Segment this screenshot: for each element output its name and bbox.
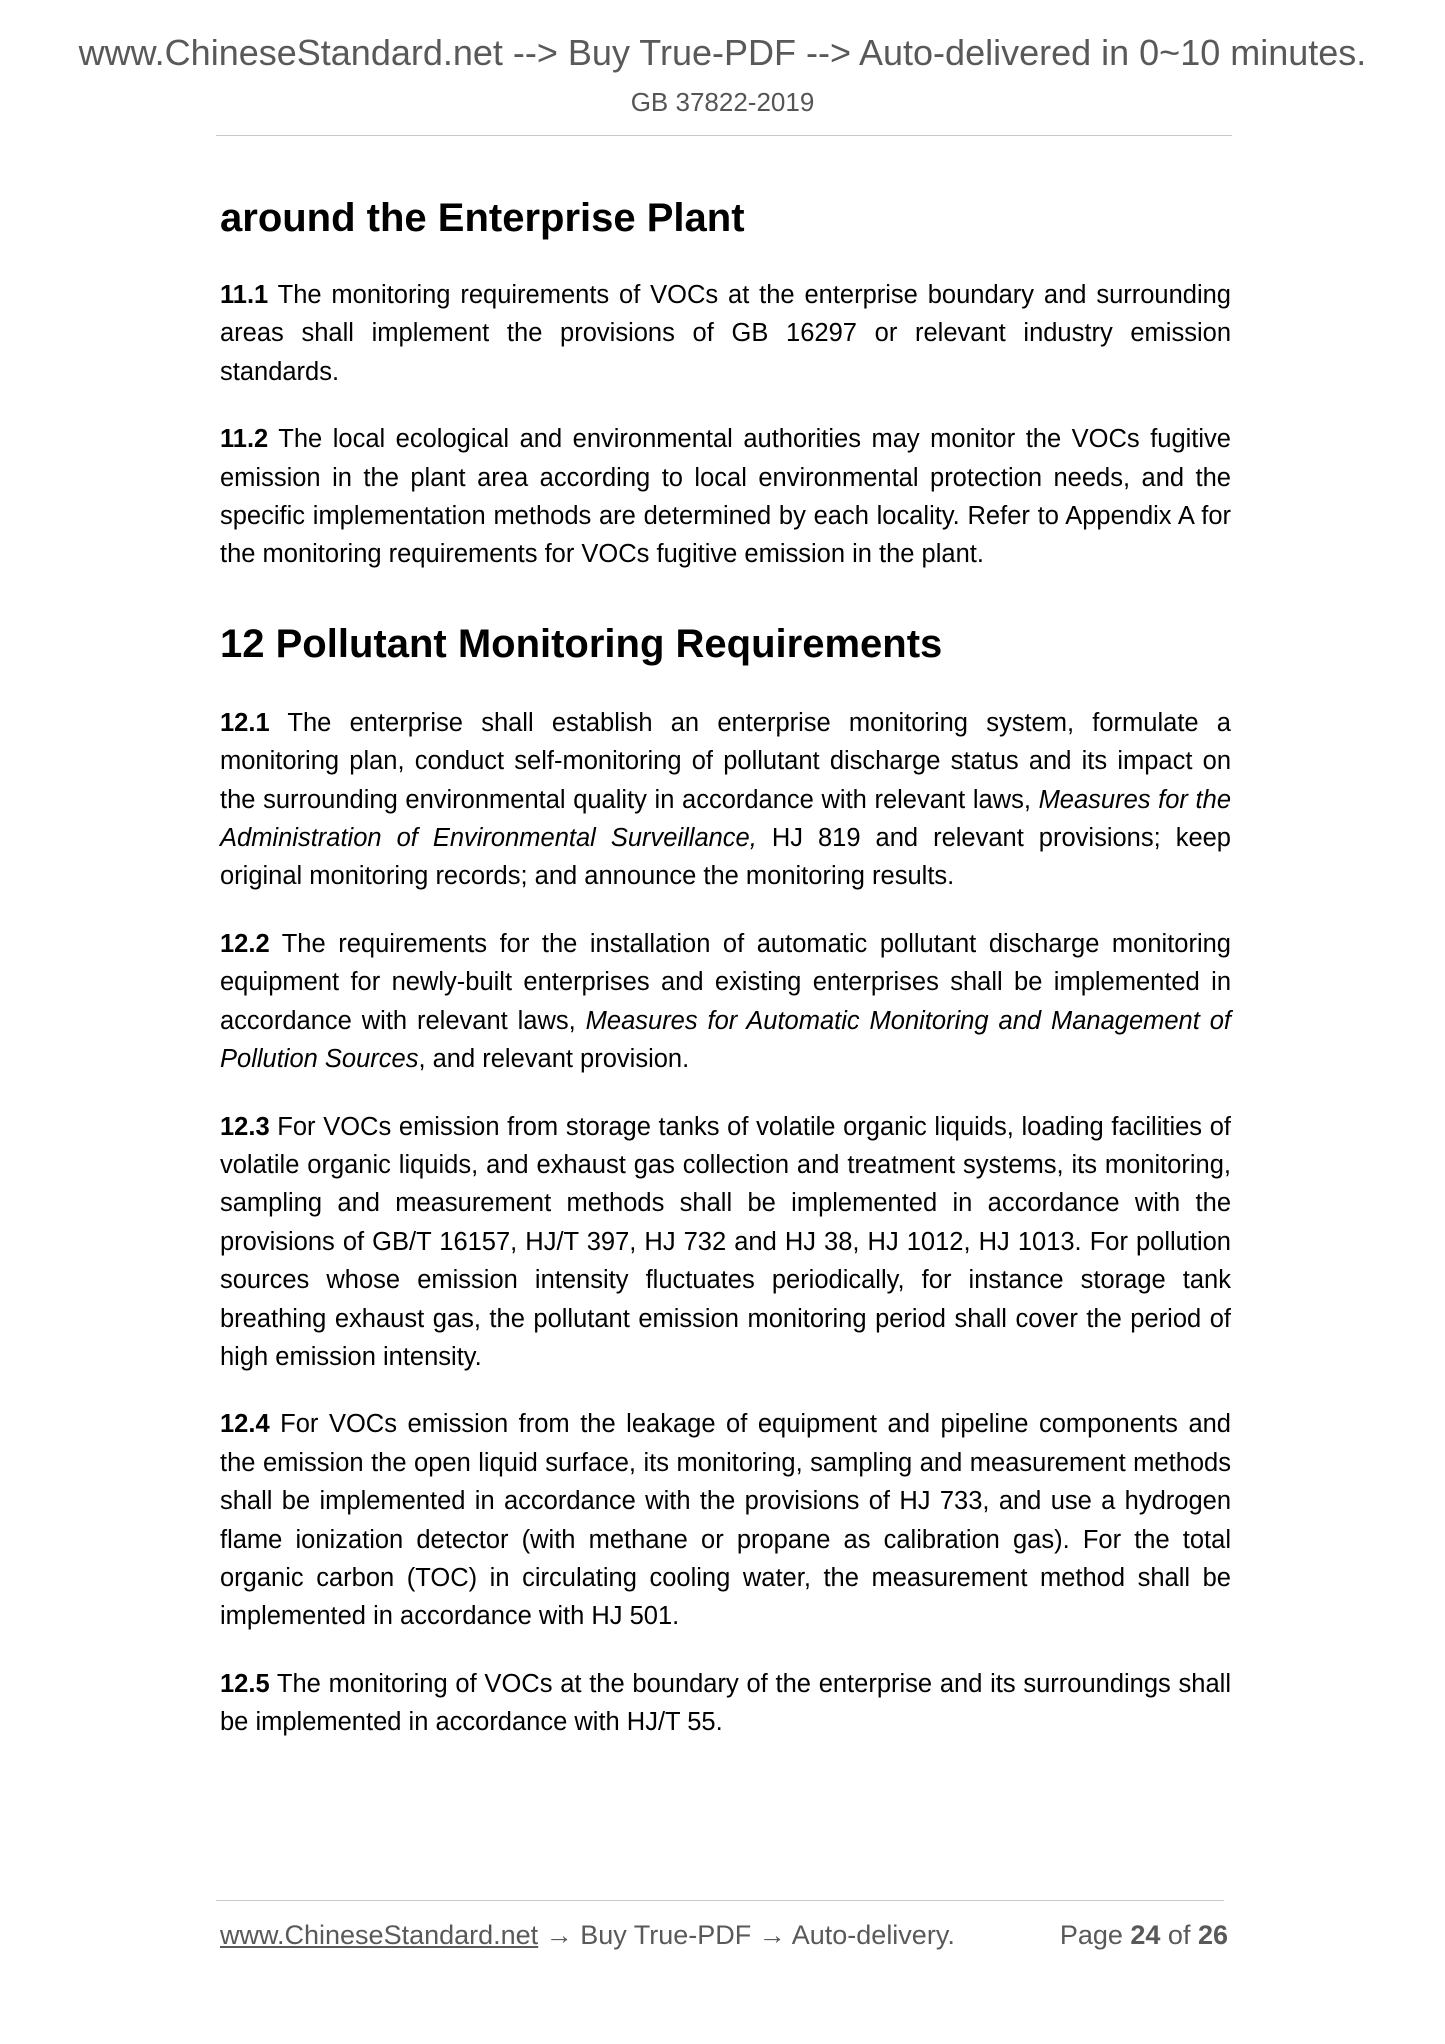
clause-number: 12.5 [220,1669,270,1698]
total-pages: 26 [1197,1920,1228,1950]
clause-12-4 [220,1405,1231,1635]
clause-12-2 [220,925,1231,1079]
clause-12-3 [220,1108,1231,1377]
section-12-title: 12 Pollutant Monitoring Requirements [220,621,943,666]
clause-text: For VOCs emission from storage tanks of volatile organic liquids, loading facilities of volatile organic liquids, and exhaust gas collection and treatment systems, its monitoring, sampling and measurement methods shall be implemented in accordance with the provisions of GB/T 16157, HJ/T 397, HJ 732 and HJ 38, HJ 1012, HJ 1013. For pollution sources whose emission intensity fluctuates periodically, for instance storage tank breathing exhaust gas, the pollutant emission monitoring period shall cover the period of high emission intensity. [220,1112,1231,1371]
clause-text: The local ecological and environmental authorities may monitor the VOCs fugitive emission in the plant area according to local environmental protection needs, and the specific implementation methods are determined by each locality. Refer to Appendix A for the monitoring requirements for VOCs fugitive emission in the plant. [220,425,1231,569]
clause-text: The monitoring requirements of VOCs at the enterprise boundary and surrounding areas shall implement the provisions of GB 16297 or relevant industry emission standards. [220,281,1231,386]
clause-12-1 [220,704,1231,896]
clause-11-2 [220,420,1231,574]
of-label: of [1160,1920,1198,1950]
clause-text: For VOCs emission from the leakage of equipment and pipeline components and the emission the open liquid surface, its monitoring, sampling and measurement methods shall be implemented in accordance with the provisions of HJ 733, and use a hydrogen flame ionization detector (with methane or propane as calibration gas). For the total organic carbon (TOC) in circulating cooling water, the measurement method shall be implemented in accordance with HJ 501. [220,1410,1231,1631]
header-divider [216,135,1232,136]
footer-divider [216,1900,1224,1901]
clause-citation: Measures for the Administration of Environmental Surveillance, [220,785,1231,853]
page-label: Page [1059,1920,1131,1950]
source-banner: www.ChineseStandard.net --> Buy True-PDF --> Auto-delivered in 0~10 minutes. [78,32,1367,73]
clause-text: The monitoring of VOCs at the boundary of the enterprise and its surroundings shall be implemented in accordance with HJ/T 55. [220,1669,1231,1737]
clause-11-1 [220,276,1231,391]
clause-text: The requirements for the installation of automatic pollutant discharge monitoring equipment for newly-built enterprises and existing enterprises shall be implemented in accordance with relevant laws, [220,929,1231,1035]
clause-number: 11.2 [220,425,269,454]
clause-number: 12.1 [220,708,270,737]
clause-text: HJ 819 and relevant provisions; keep original monitoring records; and announce the monitoring results. [220,824,1231,891]
clause-citation: Measures for Automatic Monitoring and Management of Pollution Sources [220,1006,1231,1074]
clause-number: 12.3 [220,1112,270,1141]
document-body [220,190,1231,1771]
section-title-continued: around the Enterprise Plant [220,196,745,240]
clause-12-5 [220,1665,1231,1742]
clause-number: 11.1 [220,281,269,309]
footer-tagline: → Buy True-PDF → Auto-delivery. [538,1920,955,1950]
clause-text: The enterprise shall establish an enterprise monitoring system, formulate a monitoring plan, conduct self-monitoring of pollutant discharge status and its impact on the surrounding environmental quality in accordance with relevant laws, [220,708,1231,814]
standard-code: GB 37822-2019 [630,87,815,117]
clause-number: 12.2 [220,929,270,958]
clause-number: 12.4 [220,1410,270,1439]
footer-source [220,1917,955,1953]
site-link[interactable]: www.ChineseStandard.net [220,1920,539,1950]
page-indicator [1060,1917,1228,1953]
current-page: 24 [1130,1920,1161,1950]
clause-text: , and relevant provision. [418,1045,690,1074]
